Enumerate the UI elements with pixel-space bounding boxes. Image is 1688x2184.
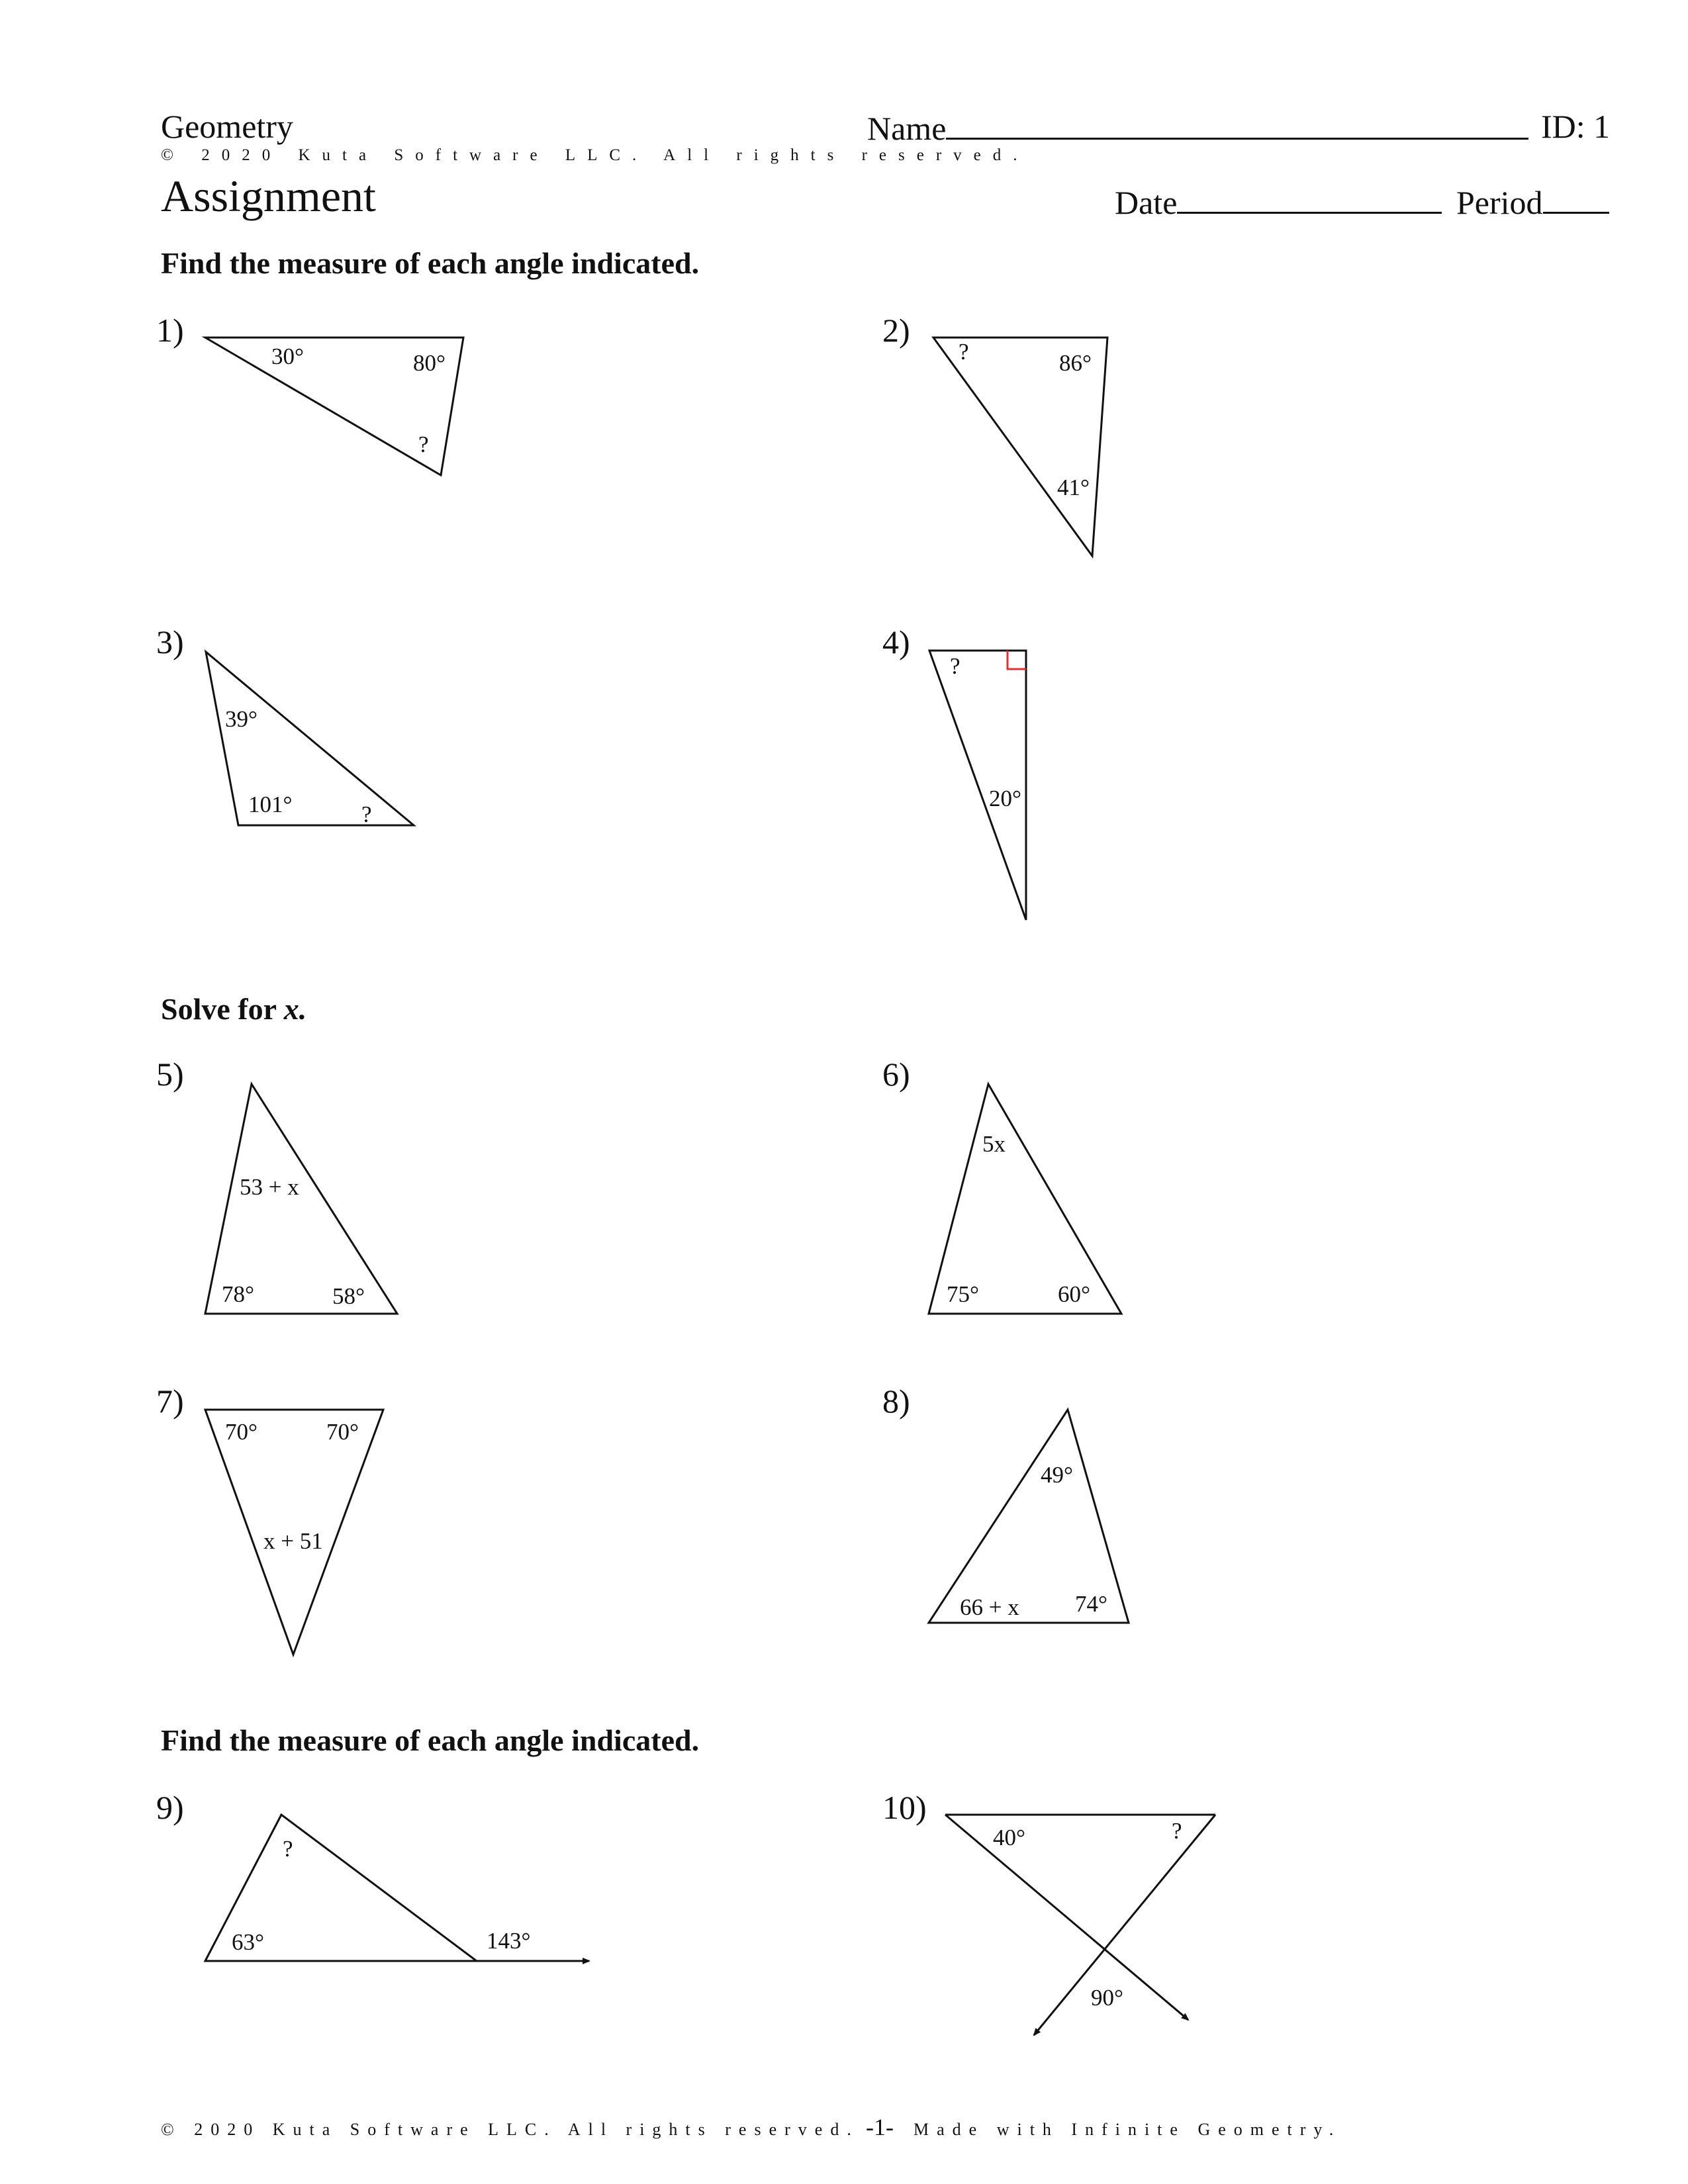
problem-1-angle-b: 80° [413, 350, 445, 376]
assignment-title: Assignment [161, 171, 376, 221]
problem-3-angle-a: 39° [225, 706, 258, 732]
problem-1-angle-a: 30° [271, 343, 304, 369]
problem-5-number: 5) [156, 1056, 184, 1093]
page-number: -1- [866, 2114, 894, 2140]
problem-7-number: 7) [156, 1383, 184, 1420]
problem-10-angle-c: 90° [1091, 1985, 1123, 2011]
problem-1-number: 1) [156, 312, 184, 349]
problem-10-angle-unknown: ? [1172, 1818, 1182, 1844]
problem-9-figure [205, 1815, 589, 1961]
section-heading-2-prefix: Solve for [161, 992, 284, 1026]
problem-6-angle-expr: 5x [982, 1131, 1006, 1157]
period-label: Period [1456, 184, 1543, 221]
name-label: Name [867, 110, 947, 147]
problem-10-angle-a: 40° [993, 1825, 1025, 1850]
course-title: Geometry [161, 108, 293, 145]
problem-7-angle-expr: x + 51 [263, 1528, 323, 1554]
problem-5-angle-expr: 53 + x [240, 1174, 299, 1200]
problem-1-angle-unknown: ? [418, 432, 429, 457]
problem-8-angle-a: 49° [1041, 1462, 1073, 1488]
id-label: ID: 1 [1541, 108, 1611, 145]
problem-10-ray-right-to-left [1034, 1815, 1215, 2035]
problem-2-angle-b: 86° [1059, 350, 1092, 376]
problem-4-angle-unknown: ? [950, 653, 961, 679]
problem-5-triangle [205, 1084, 397, 1314]
problem-2-figure [933, 338, 1107, 556]
problem-10-number: 10) [882, 1789, 927, 1826]
problem-6-figure [929, 1084, 1121, 1314]
problem-9-angle-unknown: ? [283, 1836, 293, 1862]
problem-9-number: 9) [156, 1789, 184, 1826]
problem-8-angle-expr: 66 + x [960, 1594, 1019, 1620]
problem-2-angle-c: 41° [1057, 475, 1090, 500]
problem-3-triangle [206, 652, 414, 825]
problem-4-figure [929, 651, 1026, 920]
problem-4-angle-b: 20° [989, 786, 1021, 811]
problem-8-figure [929, 1410, 1129, 1623]
problem-7-angle-a: 70° [225, 1419, 258, 1445]
problem-6-number: 6) [882, 1056, 910, 1093]
problem-1-figure [205, 338, 463, 475]
problem-6-angle-c: 60° [1058, 1281, 1090, 1307]
problem-4-right-angle-marker [1008, 651, 1026, 669]
problem-2-number: 2) [882, 312, 910, 349]
problem-6-angle-b: 75° [947, 1281, 979, 1307]
problem-3-figure [206, 652, 414, 827]
problem-6-triangle [929, 1084, 1121, 1314]
header-copyright: © 2020 Kuta Software LLC. All rights reserved. [161, 146, 1029, 164]
problem-10-figure [945, 1815, 1215, 2035]
section-heading-1: Find the measure of each angle indicated. [161, 246, 700, 280]
footer-made-with: Made with Infinite Geometry. [914, 2120, 1342, 2139]
footer-copyright: © 2020 Kuta Software LLC. All rights reserved. [161, 2120, 859, 2139]
problem-5-angle-c: 58° [332, 1283, 365, 1309]
problem-2-angle-unknown: ? [959, 339, 969, 365]
problem-3-angle-unknown: ? [361, 801, 372, 827]
section-heading-3: Find the measure of each angle indicated. [161, 1723, 700, 1757]
problem-7-figure [205, 1410, 383, 1655]
problem-8-angle-c: 74° [1075, 1591, 1107, 1617]
section-heading-2-var: x. [283, 992, 307, 1026]
date-label: Date [1115, 184, 1178, 221]
problem-7-angle-b: 70° [326, 1419, 359, 1445]
problem-3-angle-b: 101° [248, 792, 293, 817]
problem-3-number: 3) [156, 623, 184, 660]
problem-8-number: 8) [882, 1383, 910, 1420]
problem-9-angle-b: 63° [232, 1929, 264, 1955]
problem-9-exterior-angle: 143° [487, 1928, 531, 1954]
problem-5-angle-b: 78° [222, 1281, 254, 1307]
problem-10-ray-left-to-right [945, 1815, 1188, 2020]
problem-4-number: 4) [882, 623, 910, 660]
problem-5-figure [205, 1084, 397, 1314]
